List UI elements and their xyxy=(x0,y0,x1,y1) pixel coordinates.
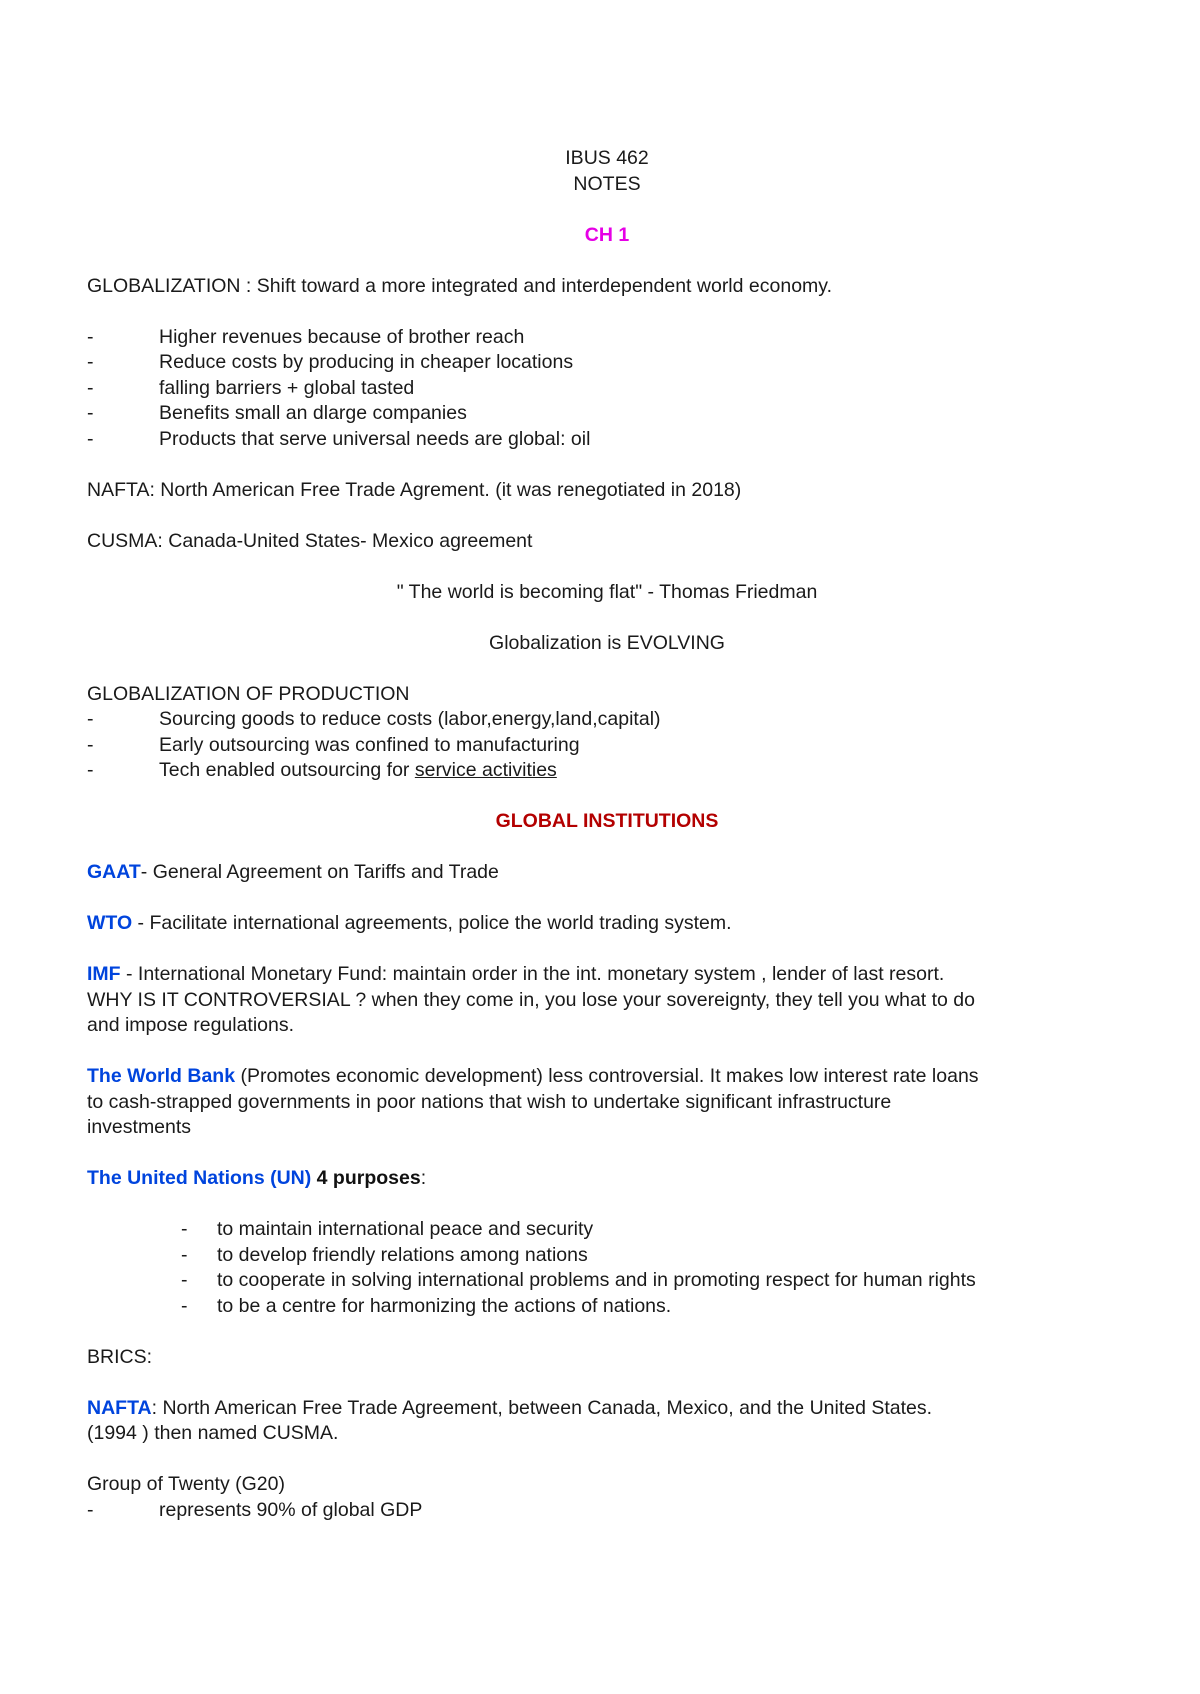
nafta-note: NAFTA: North American Free Trade Agrement. (it was renegotiated in 2018) xyxy=(87,478,742,501)
un-purposes-label: 4 purposes xyxy=(311,1167,421,1189)
globalization-evolving: Globalization is EVOLVING xyxy=(489,631,725,654)
list-item: - Higher revenues because of brother reach xyxy=(87,325,525,348)
cusma-note: CUSMA: Canada-United States- Mexico agreement xyxy=(87,529,533,552)
wto-entry: WTO - Facilitate international agreements, police the world trading system. xyxy=(87,912,732,934)
world-bank-line-2: to cash-strapped governments in poor nations that wish to undertake significant infrastructure xyxy=(87,1090,892,1113)
un-term: The United Nations (UN) xyxy=(87,1167,312,1189)
imf-regulations: and impose regulations. xyxy=(87,1014,295,1036)
friedman-quote: " The world is becoming flat" - Thomas Friedman xyxy=(396,580,818,603)
un-entry: The United Nations (UN) 4 purposes: xyxy=(87,1167,427,1189)
list-item: - to develop friendly relations among nations xyxy=(181,1243,588,1266)
list-item: - Products that serve universal needs are global: oil xyxy=(87,427,591,450)
list-item: - to cooperate in solving international problems and in promoting respect for human rights xyxy=(181,1269,976,1291)
gaat-entry: GAAT- General Agreement on Tariffs and Trade xyxy=(87,861,499,883)
list-item: - to be a centre for harmonizing the actions of nations. xyxy=(181,1294,672,1317)
chapter-heading: CH 1 xyxy=(584,223,630,246)
globalization-definition-text: : Shift toward a more integrated and interdependent world economy. xyxy=(240,274,832,297)
list-item: - to maintain international peace and security xyxy=(181,1218,594,1240)
list-item: - falling barriers + global tasted xyxy=(87,376,415,399)
globalization-definition xyxy=(87,274,1127,300)
global-institutions-heading: GLOBAL INSTITUTIONS xyxy=(495,810,719,832)
production-heading: GLOBALIZATION OF PRODUCTION xyxy=(87,682,410,705)
list-item: - Sourcing goods to reduce costs (labor,energy,land,capital) xyxy=(87,708,661,730)
wto-term: WTO xyxy=(87,912,133,934)
list-item: - Reduce costs by producing in cheaper locations xyxy=(87,351,574,373)
world-bank-entry: The World Bank (Promotes economic development) less controversial. It makes low interest rate loans xyxy=(87,1065,979,1087)
nafta-entry: NAFTA: North American Free Trade Agreement, between Canada, Mexico, and the United States. xyxy=(87,1396,933,1419)
list-item: - Early outsourcing was confined to manufacturing xyxy=(87,733,580,756)
world-bank-term: The World Bank xyxy=(87,1065,236,1087)
nafta-cusma-line: (1994 ) then named CUSMA. xyxy=(87,1422,339,1444)
imf-controversy: WHY IS IT CONTROVERSIAL ? when they come in, you lose your sovereignty, they tell you what to do xyxy=(87,988,976,1011)
service-activities-underlined: service activities xyxy=(414,759,557,781)
world-bank-line-3: investments xyxy=(87,1116,192,1138)
globalization-term: GLOBALIZATION xyxy=(87,274,241,297)
notes-title: NOTES xyxy=(573,172,641,195)
list-item: - Tech enabled outsourcing for service activities xyxy=(87,759,557,781)
list-item: - represents 90% of global GDP xyxy=(87,1498,423,1521)
course-title: IBUS 462 xyxy=(565,147,649,169)
g20-heading: Group of Twenty (G20) xyxy=(87,1473,285,1495)
imf-term: IMF xyxy=(87,963,121,985)
brics-label: BRICS: xyxy=(87,1345,153,1368)
nafta-term: NAFTA xyxy=(87,1396,152,1419)
list-item: - Benefits small an dlarge companies xyxy=(87,402,467,424)
imf-entry: IMF - International Monetary Fund: maintain order in the int. monetary system , lender of last resort. xyxy=(87,963,945,985)
document-body xyxy=(87,146,1127,1523)
gaat-term: GAAT xyxy=(87,861,141,883)
